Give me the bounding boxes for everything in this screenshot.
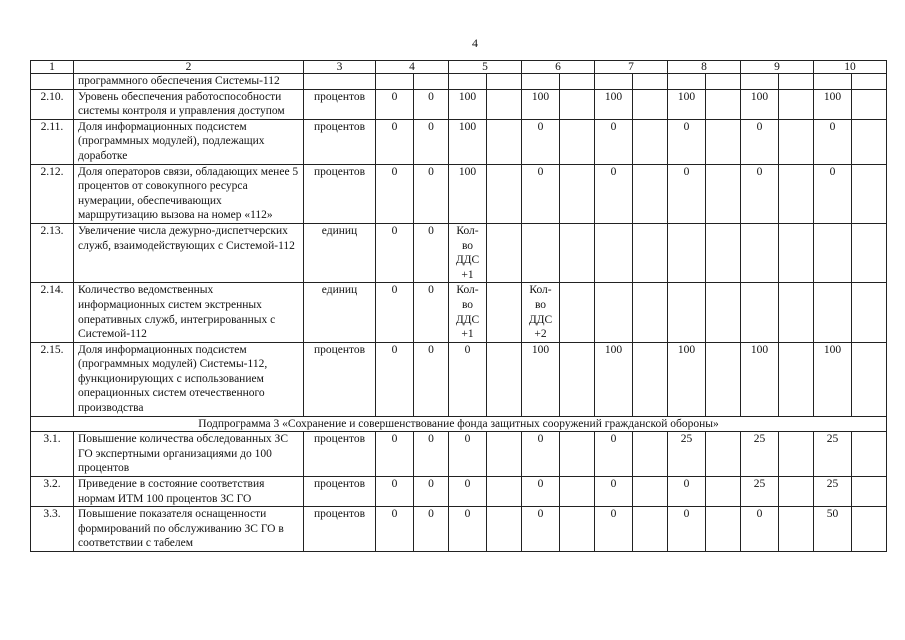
value-cell: 0 bbox=[595, 507, 633, 552]
value-cell: 0 bbox=[414, 507, 449, 552]
value-cell: 0 bbox=[814, 119, 852, 164]
value-cell: 100 bbox=[522, 342, 560, 416]
value-cell bbox=[706, 477, 741, 507]
unit-cell: единиц bbox=[304, 283, 376, 342]
value-cell: 0 bbox=[522, 507, 560, 552]
value-cell: 0 bbox=[376, 432, 414, 477]
indicator-name: Доля операторов связи, обладающих менее 5 процентов от совокупного ресурса нумерации, обеспечивающих маршрутизацию вызова на номер «112» bbox=[74, 164, 304, 223]
value-cell bbox=[779, 89, 814, 119]
value-cell bbox=[633, 342, 668, 416]
value-cell bbox=[633, 164, 668, 223]
value-cell bbox=[668, 223, 706, 282]
value-cell bbox=[668, 283, 706, 342]
value-cell bbox=[633, 119, 668, 164]
value-cell: 100 bbox=[449, 164, 487, 223]
value-cell: 25 bbox=[814, 432, 852, 477]
unit-cell: процентов bbox=[304, 432, 376, 477]
value-cell bbox=[779, 223, 814, 282]
value-cell: Кол-во ДДС +1 bbox=[449, 223, 487, 282]
value-cell: 100 bbox=[595, 89, 633, 119]
value-cell bbox=[487, 164, 522, 223]
indicators-table bbox=[30, 60, 887, 552]
value-cell: 0 bbox=[522, 119, 560, 164]
value-cell bbox=[852, 477, 887, 507]
row-number: 2.11. bbox=[31, 119, 74, 164]
value-cell bbox=[779, 477, 814, 507]
value-cell: 0 bbox=[414, 223, 449, 282]
value-cell: Кол-во ДДС +2 bbox=[522, 283, 560, 342]
value-cell: 100 bbox=[595, 342, 633, 416]
indicator-name: Приведение в состояние соответствия нормам ИТМ 100 процентов ЗС ГО bbox=[74, 477, 304, 507]
value-cell bbox=[706, 432, 741, 477]
row-number: 2.14. bbox=[31, 283, 74, 342]
value-cell bbox=[595, 223, 633, 282]
row-number: 2.15. bbox=[31, 342, 74, 416]
table-row bbox=[31, 89, 887, 119]
value-cell bbox=[487, 432, 522, 477]
value-cell: 0 bbox=[449, 507, 487, 552]
table-row bbox=[31, 283, 887, 342]
indicator-name: Повышение количества обследованных ЗС ГО экспертными организациями до 100 процентов bbox=[74, 432, 304, 477]
value-cell bbox=[706, 283, 741, 342]
value-cell: 0 bbox=[376, 223, 414, 282]
value-cell bbox=[706, 342, 741, 416]
unit-cell: процентов bbox=[304, 477, 376, 507]
table-row bbox=[31, 164, 887, 223]
table-row bbox=[31, 507, 887, 552]
value-cell: 0 bbox=[376, 342, 414, 416]
value-cell bbox=[633, 432, 668, 477]
value-cell: 0 bbox=[414, 89, 449, 119]
table-row bbox=[31, 74, 887, 90]
value-cell: 0 bbox=[668, 507, 706, 552]
value-cell: 0 bbox=[414, 283, 449, 342]
table-row bbox=[31, 477, 887, 507]
value-cell: 0 bbox=[376, 164, 414, 223]
value-cell bbox=[852, 164, 887, 223]
value-cell bbox=[633, 477, 668, 507]
value-cell bbox=[706, 164, 741, 223]
indicator-name: Увеличение числа дежурно-диспетчерских служб, взаимодействующих с Системой-112 bbox=[74, 223, 304, 282]
value-cell bbox=[560, 432, 595, 477]
value-cell: 0 bbox=[449, 342, 487, 416]
value-cell bbox=[852, 342, 887, 416]
value-cell: 0 bbox=[376, 507, 414, 552]
indicator-name: Доля информационных подсистем (программных модулей), подлежащих доработке bbox=[74, 119, 304, 164]
page-number: 4 bbox=[472, 36, 478, 50]
value-cell: 25 bbox=[741, 477, 779, 507]
unit-cell: процентов bbox=[304, 119, 376, 164]
value-cell: 100 bbox=[741, 89, 779, 119]
value-cell: 100 bbox=[814, 342, 852, 416]
value-cell bbox=[852, 89, 887, 119]
value-cell bbox=[633, 507, 668, 552]
value-cell: 0 bbox=[414, 342, 449, 416]
value-cell: 0 bbox=[741, 164, 779, 223]
value-cell: 0 bbox=[741, 119, 779, 164]
indicator-name: Доля информационных подсистем (программных модулей) Системы-112, функционирующих с использованием операционных систем отечественного производства bbox=[74, 342, 304, 416]
value-cell bbox=[706, 223, 741, 282]
value-cell: 100 bbox=[668, 89, 706, 119]
subprogram-row bbox=[31, 416, 887, 432]
value-cell bbox=[779, 432, 814, 477]
value-cell bbox=[779, 164, 814, 223]
value-cell bbox=[814, 223, 852, 282]
value-cell bbox=[560, 119, 595, 164]
value-cell: 0 bbox=[376, 283, 414, 342]
row-number: 3.2. bbox=[31, 477, 74, 507]
value-cell bbox=[706, 89, 741, 119]
value-cell bbox=[560, 342, 595, 416]
value-cell: 0 bbox=[414, 164, 449, 223]
value-cell bbox=[560, 507, 595, 552]
header-cell: 7 bbox=[595, 61, 668, 74]
value-cell bbox=[779, 507, 814, 552]
header-cell: 8 bbox=[668, 61, 741, 74]
value-cell bbox=[560, 164, 595, 223]
value-cell: 100 bbox=[449, 119, 487, 164]
subprogram-title: Подпрограмма 3 «Сохранение и совершенствование фонда защитных сооружений гражданской обороны» bbox=[31, 416, 887, 432]
header-cell: 6 bbox=[522, 61, 595, 74]
value-cell: 100 bbox=[449, 89, 487, 119]
value-cell bbox=[522, 223, 560, 282]
value-cell: 100 bbox=[814, 89, 852, 119]
table-row bbox=[31, 119, 887, 164]
header-cell: 9 bbox=[741, 61, 814, 74]
value-cell bbox=[741, 223, 779, 282]
value-cell: 100 bbox=[522, 89, 560, 119]
header-cell: 4 bbox=[376, 61, 449, 74]
value-cell: 0 bbox=[414, 477, 449, 507]
value-cell bbox=[814, 283, 852, 342]
value-cell bbox=[487, 89, 522, 119]
value-cell bbox=[741, 283, 779, 342]
value-cell bbox=[633, 223, 668, 282]
indicator-name: Уровень обеспечения работоспособности системы контроля и управления доступом bbox=[74, 89, 304, 119]
value-cell: 0 bbox=[814, 164, 852, 223]
value-cell: 25 bbox=[668, 432, 706, 477]
value-cell bbox=[560, 477, 595, 507]
value-cell bbox=[852, 223, 887, 282]
value-cell bbox=[560, 223, 595, 282]
value-cell: 0 bbox=[414, 119, 449, 164]
value-cell: 25 bbox=[741, 432, 779, 477]
value-cell: 0 bbox=[414, 432, 449, 477]
value-cell: 0 bbox=[668, 477, 706, 507]
value-cell bbox=[852, 507, 887, 552]
row-number: 2.10. bbox=[31, 89, 74, 119]
value-cell bbox=[487, 119, 522, 164]
value-cell: 0 bbox=[449, 477, 487, 507]
unit-cell: процентов bbox=[304, 164, 376, 223]
value-cell: 25 bbox=[814, 477, 852, 507]
value-cell bbox=[852, 119, 887, 164]
unit-cell: процентов bbox=[304, 507, 376, 552]
value-cell bbox=[487, 283, 522, 342]
value-cell: 0 bbox=[449, 432, 487, 477]
indicator-name: Повышение показателя оснащенности формирований по обслуживанию ЗС ГО в соответствии с табелем bbox=[74, 507, 304, 552]
row-number: 2.13. bbox=[31, 223, 74, 282]
value-cell bbox=[560, 89, 595, 119]
value-cell bbox=[633, 89, 668, 119]
value-cell: 0 bbox=[595, 477, 633, 507]
header-cell: 5 bbox=[449, 61, 522, 74]
value-cell bbox=[633, 283, 668, 342]
indicator-name: Количество ведомственных информационных систем экстренных оперативных служб, интегрированных с Системой-112 bbox=[74, 283, 304, 342]
unit-cell: единиц bbox=[304, 223, 376, 282]
value-cell bbox=[487, 507, 522, 552]
value-cell: Кол-во ДДС +1 bbox=[449, 283, 487, 342]
indicator-name: программного обеспечения Системы-112 bbox=[74, 74, 304, 90]
value-cell: 0 bbox=[376, 89, 414, 119]
value-cell bbox=[779, 283, 814, 342]
row-number: 2.12. bbox=[31, 164, 74, 223]
header-cell: 3 bbox=[304, 61, 376, 74]
unit-cell: процентов bbox=[304, 342, 376, 416]
value-cell: 0 bbox=[376, 477, 414, 507]
value-cell bbox=[487, 223, 522, 282]
value-cell bbox=[595, 283, 633, 342]
header-cell: 1 bbox=[31, 61, 74, 74]
value-cell bbox=[487, 342, 522, 416]
value-cell: 50 bbox=[814, 507, 852, 552]
value-cell: 0 bbox=[741, 507, 779, 552]
value-cell: 0 bbox=[522, 432, 560, 477]
value-cell: 100 bbox=[741, 342, 779, 416]
value-cell: 0 bbox=[595, 164, 633, 223]
value-cell: 100 bbox=[668, 342, 706, 416]
value-cell bbox=[487, 477, 522, 507]
unit-cell: процентов bbox=[304, 89, 376, 119]
table-row bbox=[31, 432, 887, 477]
value-cell bbox=[706, 119, 741, 164]
row-number: 3.3. bbox=[31, 507, 74, 552]
value-cell: 0 bbox=[522, 477, 560, 507]
value-cell bbox=[779, 342, 814, 416]
header-cell: 2 bbox=[74, 61, 304, 74]
value-cell bbox=[779, 119, 814, 164]
header-cell: 10 bbox=[814, 61, 887, 74]
value-cell: 0 bbox=[668, 164, 706, 223]
value-cell: 0 bbox=[522, 164, 560, 223]
value-cell: 0 bbox=[595, 119, 633, 164]
value-cell bbox=[852, 432, 887, 477]
header-row bbox=[31, 61, 887, 74]
table-row bbox=[31, 223, 887, 282]
value-cell: 0 bbox=[595, 432, 633, 477]
value-cell bbox=[706, 507, 741, 552]
value-cell: 0 bbox=[376, 119, 414, 164]
table-row bbox=[31, 342, 887, 416]
row-number: 3.1. bbox=[31, 432, 74, 477]
value-cell bbox=[560, 283, 595, 342]
value-cell: 0 bbox=[668, 119, 706, 164]
value-cell bbox=[852, 283, 887, 342]
